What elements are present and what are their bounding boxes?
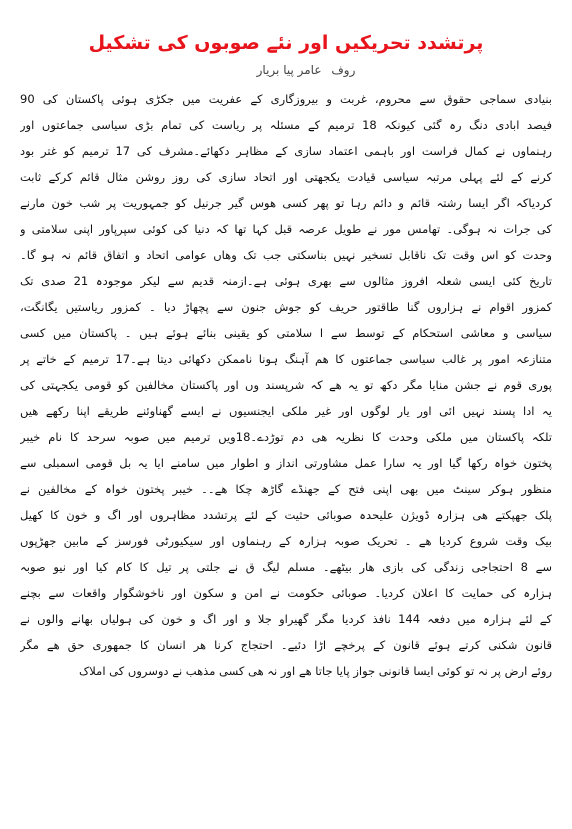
body-line: کمزور اقوام نے ہزاروں گنا طاقتور حریف کو جوش جنون سے پچھاڑ دیا ۔ کمزور ریاستیں یگانگت، bbox=[20, 300, 552, 314]
body-line: سے 8 احتجاجی زندگی کی بازی ھار بیٹھے۔ مسلم لیگ ق نے جلتی پر تیل کا کام کیا اور نیو صوبہ bbox=[20, 560, 552, 574]
body-line: منظور ہوکر سینٹ میں بھی اپنی فتح کے جھنڈے گاڑھ چکا ھے۔۔ خیبر پختون خواہ کے مخالفین نے bbox=[20, 482, 552, 496]
body-line: پوری قوم نے جشن منایا مگر دکھ تو یہ ھے کہ شرپسند وں اور پاکستان مخالفین کو قومی یکجہتی کی bbox=[20, 378, 552, 392]
body-line: کرنے کے لئے پہلی مرتبہ سیاسی قیادت یکجھتی اور اتحاد سازی کی روز روشن مثال قائم کرکے ثابت bbox=[20, 170, 552, 184]
body-line: متنازعہ امور پر غالب سیاسی جماعتوں کا ھم آہنگ ہونا ناممکن دکھائی دیتا ہے۔17 ترمیم کے خاتے پر bbox=[20, 352, 552, 366]
body-line: سیاسی و معاشی استحکام کے توسط سے ا سلامتی کو یقینی بنائے ہوئے ہیں ۔ پاکستان میں کسی bbox=[20, 326, 552, 340]
body-line: رہنماوں نے کمال فراست اور باہمی اعتماد سازی کے مظاہر دکھائے۔مشرف کی 17 ترمیم کو غتر بود bbox=[20, 144, 552, 158]
author-name: عامر پیا بریار bbox=[256, 63, 322, 77]
body-line: پختون خواہ رکھا گیا اور یہ سارا عمل مشاورتی انداز و اطوار میں سامنے ایا یہ بل قومی اسمبلی سے bbox=[20, 456, 552, 470]
byline bbox=[20, 62, 552, 78]
body-line: روئے ارض پر نہ تو کوئی ایسا قانونی جواز پایا جاتا ھے اور نہ ھی کسی مذھب نے دوسروں کی املاک bbox=[79, 664, 552, 678]
body-line: تاریخ کئی ایسی شعلہ افروز مثالوں سے بھری ہوئی ہے۔ازمنہ قدیم سے لیکر موجودہ 21 صدی تک bbox=[20, 274, 552, 288]
body-line: پلک جھپکتے ھی ہزارہ ڈویژن علیحدہ صوبائی حثیت کے لئے پرتشدد مظاہروں اور اگ و خون کا کھیل bbox=[20, 508, 552, 522]
body-line: تلکہ پاکستان میں ملکی وحدت کا نظریہ ھی دم توڑدے۔18ویں ترمیم میں صوبہ سرحد کا نام خیبر bbox=[20, 430, 552, 444]
body-line: قانون شکنی کرتے ہوئے قانون کے پرخچے اڑا دئیے۔ احتجاج کرنا ھر انسان کا جمھوری حق ھے مگر bbox=[20, 638, 552, 652]
body-line: بنیادی سماجی حقوق سے محروم، غربت و بیروزگاری کے عفریت میں جکڑی ہوئی پاکستان کی 90 bbox=[20, 92, 552, 106]
article-body bbox=[20, 86, 552, 684]
body-line: یہ ادا پسند نہیں ائی اور یار لوگوں اور غیر ملکی ایجنسیوں نے ایسے گھناوئنے طریقے اپنا رکھے ھیں bbox=[20, 404, 552, 418]
body-line: کی جرات نہ ہوگی۔ تھامس مور نے طویل عرصہ قبل کہا تھا کہ دنیا کی کوئی سپرپاور اپنی سلامتی و bbox=[20, 222, 552, 236]
body-line: ہزارہ کی حمایت کا اعلان کردیا۔ صوبائی حکومت نے امن و سکون اور ناخوشگوار واقعات سے بچنے bbox=[20, 586, 552, 600]
byline-label: روف bbox=[331, 63, 356, 77]
body-line: فیصد ابادی دنگ رہ گئی کیونکہ 18 ترمیم کے مسئلہ پر ریاست کی تمام بڑی سیاسی جماعتوں اور bbox=[20, 118, 552, 132]
article-title: پرتشدد تحریکیں اور نئے صوبوں کی تشکیل bbox=[88, 32, 484, 54]
body-line: کے لئے ہزارہ میں دفعہ 144 نافذ کردیا مگر گھیراو جلا و اور اگ و خون کی ہولیاں بھانے والوں نے bbox=[20, 612, 552, 626]
body-line: کردیاکہ اگر ایسا رشتہ قائم و دائم رہا تو پھر کسی ھوس گیر جرنیل کو جمہوریت پر شب خون مارنے bbox=[20, 196, 552, 210]
body-line: وحدت کو اس وقت تک ناقابل تسخیر نہیں بناسکتی جب تک وھاں عوامی اتحاد و اتفاق قائم نہ ہو گا۔ bbox=[20, 248, 552, 262]
body-line: بیک وقت شروع کردیا ھے ۔ تحریک صوبہ ہزارہ کے رہنماوں اور سیکیورٹی فورسز کے مابین جھڑپوں bbox=[20, 534, 552, 548]
